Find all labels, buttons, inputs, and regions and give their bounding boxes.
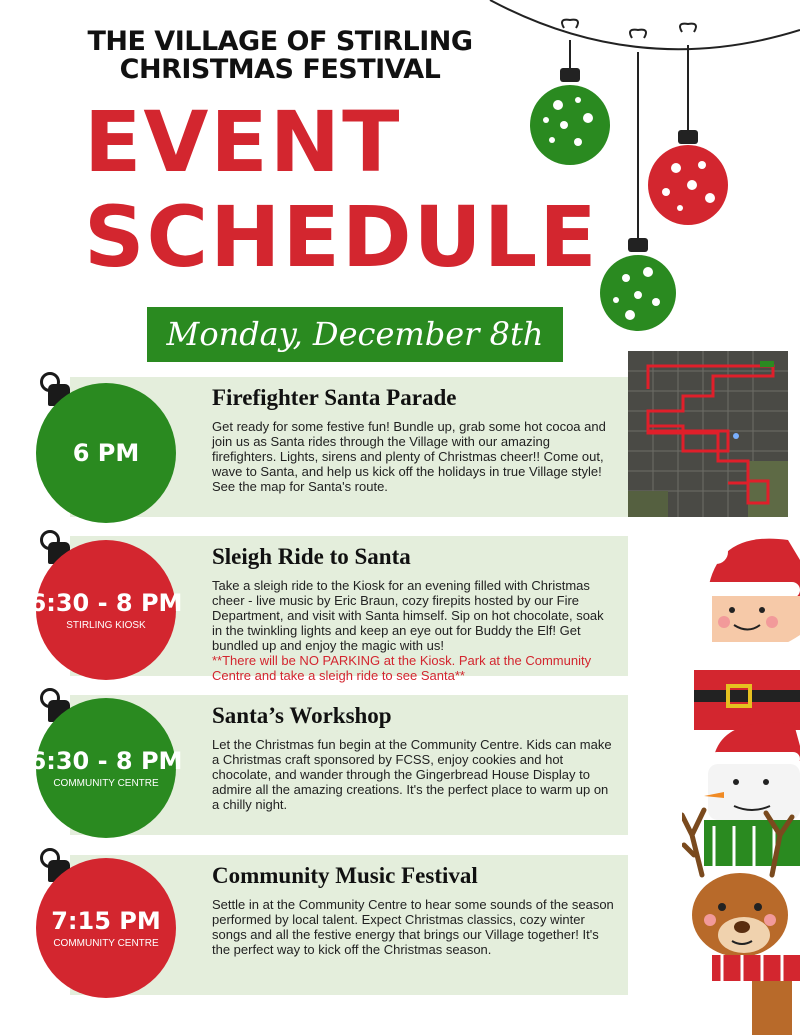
event-parking-note: **There will be NO PARKING at the Kiosk. Park at the Community Centre and take a sleigh ride to see Santa** bbox=[212, 653, 592, 683]
headline-event: EVENT bbox=[84, 93, 402, 191]
time-badge bbox=[36, 383, 176, 523]
event-description: Take a sleigh ride to the Kiosk for an evening filled with Christmas cheer - live music by Eric Braun, cozy firepits hosted by our Fire Department, and visit with Santa himself. Sip on hot chocolate, soak in the twinkling lights and keep an eye out for Buddy the Elf! Get bundled up and enjoy the magic with us! bbox=[212, 578, 604, 653]
parade-route-map bbox=[628, 351, 788, 517]
hanging-ornaments-decoration bbox=[480, 0, 800, 340]
event-location: COMMUNITY CENTRE bbox=[53, 777, 159, 789]
red-ornament bbox=[648, 130, 728, 225]
event-time: 6:30 - 8 PM bbox=[29, 588, 183, 617]
green-ornament-bottom bbox=[600, 238, 676, 331]
time-badge bbox=[36, 858, 176, 998]
time-badge bbox=[29, 698, 183, 838]
event-title: Firefighter Santa Parade bbox=[212, 385, 457, 410]
festival-subtitle bbox=[60, 28, 500, 84]
event-location: STIRLING KIOSK bbox=[66, 619, 146, 631]
event-time: 6:30 - 8 PM bbox=[29, 746, 183, 775]
event-description: Get ready for some festive fun! Bundle up, grab some hot cocoa and join us as Santa rides through the Village with our amazing firefighters. Lights, sirens and plenty of Christmas cheer!! Come out, wave to Santa, and help us kick off the holidays in true Village style! See the map for Santa's route. bbox=[212, 419, 606, 494]
reindeer-illustration bbox=[682, 795, 800, 1035]
green-ornament-top bbox=[530, 68, 610, 165]
time-badge bbox=[29, 540, 183, 680]
event-time: 7:15 PM bbox=[51, 906, 161, 935]
event-description: Let the Christmas fun begin at the Community Centre. Kids can make a Christmas craft sponsored by FCSS, enjoy cookies and hot chocolate, and wander through the Gingerbread House Display to admire all the amazing creations. It's the perfect place to warm up on a chilly night. bbox=[212, 737, 612, 812]
event-location: COMMUNITY CENTRE bbox=[53, 937, 159, 949]
event-description-block bbox=[212, 578, 617, 683]
subtitle-line-1: THE VILLAGE OF STIRLING bbox=[87, 26, 473, 57]
event-time: 6 PM bbox=[72, 439, 140, 467]
event-title: Community Music Festival bbox=[212, 863, 478, 888]
subtitle-line-2: CHRISTMAS FESTIVAL bbox=[119, 54, 441, 85]
santa-illustration bbox=[688, 530, 800, 730]
event-title: Sleigh Ride to Santa bbox=[212, 544, 411, 569]
event-description: Settle in at the Community Centre to hear some sounds of the season performed by local talent. Expect Christmas classics, cozy winter songs and all the festive energy that brings our Village together! It's the perfect way to kick off the Christmas season. bbox=[212, 897, 614, 957]
date-banner: Monday, December 8th bbox=[147, 307, 563, 362]
headline-schedule: SCHEDULE bbox=[84, 188, 599, 286]
event-title: Santa’s Workshop bbox=[212, 703, 392, 728]
